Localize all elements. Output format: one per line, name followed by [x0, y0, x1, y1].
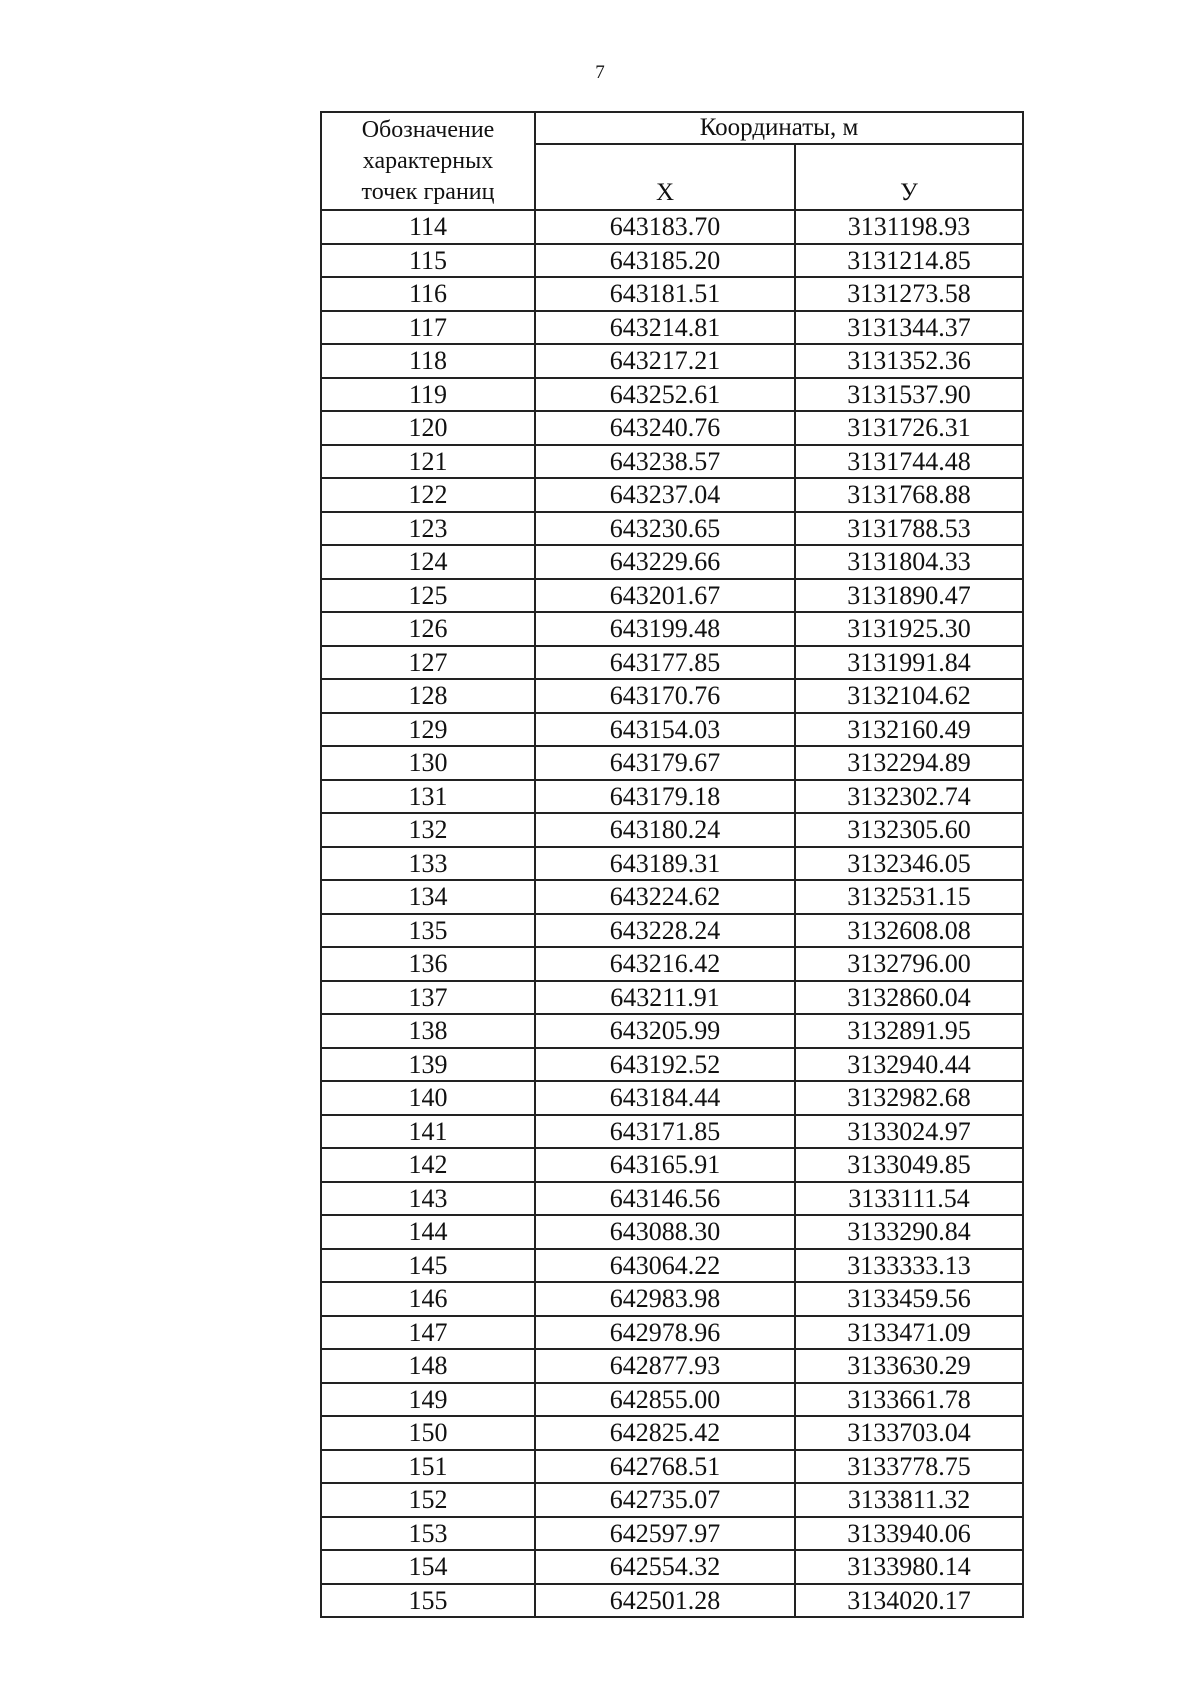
y-cell: 3133459.56	[795, 1282, 1023, 1316]
x-cell: 643180.24	[535, 813, 795, 847]
table-row	[321, 1081, 1023, 1115]
y-cell: 3132302.74	[795, 780, 1023, 814]
point-cell: 115	[321, 244, 535, 278]
point-cell: 123	[321, 512, 535, 546]
x-cell: 643154.03	[535, 713, 795, 747]
x-cell: 642735.07	[535, 1483, 795, 1517]
x-cell: 643179.67	[535, 746, 795, 780]
table-row	[321, 1383, 1023, 1417]
table-body	[321, 210, 1023, 1617]
point-cell: 139	[321, 1048, 535, 1082]
table-row	[321, 1048, 1023, 1082]
x-cell: 643229.66	[535, 545, 795, 579]
y-cell: 3133630.29	[795, 1349, 1023, 1383]
point-cell: 152	[321, 1483, 535, 1517]
y-cell: 3132531.15	[795, 880, 1023, 914]
x-cell: 643185.20	[535, 244, 795, 278]
table-row	[321, 244, 1023, 278]
point-cell: 114	[321, 210, 535, 244]
y-cell: 3133049.85	[795, 1148, 1023, 1182]
table-row	[321, 1215, 1023, 1249]
y-cell: 3133980.14	[795, 1550, 1023, 1584]
table-row	[321, 1584, 1023, 1618]
table-row	[321, 981, 1023, 1015]
x-cell: 643179.18	[535, 780, 795, 814]
table-row	[321, 914, 1023, 948]
point-cell: 127	[321, 646, 535, 680]
point-cell: 153	[321, 1517, 535, 1551]
header-row-top	[321, 112, 1023, 144]
y-cell: 3131788.53	[795, 512, 1023, 546]
table-row	[321, 646, 1023, 680]
point-cell: 134	[321, 880, 535, 914]
x-cell: 643184.44	[535, 1081, 795, 1115]
point-cell: 145	[321, 1249, 535, 1283]
y-cell: 3133024.97	[795, 1115, 1023, 1149]
x-cell: 642978.96	[535, 1316, 795, 1350]
x-cell: 643177.85	[535, 646, 795, 680]
y-cell: 3132891.95	[795, 1014, 1023, 1048]
y-cell: 3133661.78	[795, 1383, 1023, 1417]
table-row	[321, 579, 1023, 613]
table-row	[321, 612, 1023, 646]
x-cell: 643217.21	[535, 344, 795, 378]
point-cell: 154	[321, 1550, 535, 1584]
point-cell: 142	[321, 1148, 535, 1182]
y-cell: 3132104.62	[795, 679, 1023, 713]
y-cell: 3131214.85	[795, 244, 1023, 278]
x-cell: 642597.97	[535, 1517, 795, 1551]
y-cell: 3132346.05	[795, 847, 1023, 881]
point-cell: 132	[321, 813, 535, 847]
y-cell: 3133111.54	[795, 1182, 1023, 1216]
page-number: 7	[595, 62, 605, 83]
table-row	[321, 277, 1023, 311]
x-cell: 643183.70	[535, 210, 795, 244]
table-row	[321, 344, 1023, 378]
point-cell: 135	[321, 914, 535, 948]
y-cell: 3131890.47	[795, 579, 1023, 613]
x-cell: 643146.56	[535, 1182, 795, 1216]
table-row	[321, 1014, 1023, 1048]
table-row	[321, 1182, 1023, 1216]
x-cell: 643192.52	[535, 1048, 795, 1082]
point-cell: 121	[321, 445, 535, 479]
x-cell: 642825.42	[535, 1416, 795, 1450]
x-cell: 643171.85	[535, 1115, 795, 1149]
y-cell: 3132160.49	[795, 713, 1023, 747]
table-row	[321, 880, 1023, 914]
y-cell: 3131198.93	[795, 210, 1023, 244]
table-row	[321, 746, 1023, 780]
y-cell: 3133811.32	[795, 1483, 1023, 1517]
point-cell: 138	[321, 1014, 535, 1048]
y-cell: 3131352.36	[795, 344, 1023, 378]
point-cell: 144	[321, 1215, 535, 1249]
table-row	[321, 378, 1023, 412]
table-row	[321, 713, 1023, 747]
table-row	[321, 1115, 1023, 1149]
x-cell: 643181.51	[535, 277, 795, 311]
x-cell: 643238.57	[535, 445, 795, 479]
x-cell: 643240.76	[535, 411, 795, 445]
point-label-header-line-2: характерных	[362, 148, 494, 174]
table-row	[321, 1517, 1023, 1551]
x-cell: 642501.28	[535, 1584, 795, 1618]
point-label-header	[321, 112, 535, 210]
y-header: У	[795, 144, 1023, 210]
y-cell: 3132860.04	[795, 981, 1023, 1015]
point-cell: 146	[321, 1282, 535, 1316]
y-cell: 3132982.68	[795, 1081, 1023, 1115]
table-row	[321, 1349, 1023, 1383]
point-cell: 118	[321, 344, 535, 378]
x-cell: 642983.98	[535, 1282, 795, 1316]
y-cell: 3131726.31	[795, 411, 1023, 445]
table-row	[321, 847, 1023, 881]
table-row	[321, 210, 1023, 244]
point-label-header-line-1: Обозначение	[361, 117, 495, 143]
point-cell: 155	[321, 1584, 535, 1618]
x-cell: 643189.31	[535, 847, 795, 881]
y-cell: 3132305.60	[795, 813, 1023, 847]
x-cell: 642855.00	[535, 1383, 795, 1417]
y-cell: 3134020.17	[795, 1584, 1023, 1618]
point-cell: 149	[321, 1383, 535, 1417]
point-cell: 133	[321, 847, 535, 881]
y-cell: 3133471.09	[795, 1316, 1023, 1350]
x-cell: 643216.42	[535, 947, 795, 981]
x-cell: 643201.67	[535, 579, 795, 613]
point-cell: 140	[321, 1081, 535, 1115]
y-cell: 3132608.08	[795, 914, 1023, 948]
x-cell: 643211.91	[535, 981, 795, 1015]
y-cell: 3133778.75	[795, 1450, 1023, 1484]
table-row	[321, 478, 1023, 512]
x-header: Х	[535, 144, 795, 210]
point-cell: 151	[321, 1450, 535, 1484]
x-cell: 643170.76	[535, 679, 795, 713]
table-row	[321, 1416, 1023, 1450]
point-label-header-line-3: точек границ	[361, 179, 495, 205]
x-cell: 643230.65	[535, 512, 795, 546]
y-cell: 3133940.06	[795, 1517, 1023, 1551]
table-row	[321, 1483, 1023, 1517]
y-cell: 3133333.13	[795, 1249, 1023, 1283]
x-cell: 643252.61	[535, 378, 795, 412]
table-row	[321, 1282, 1023, 1316]
table-header	[321, 112, 1023, 210]
x-cell: 643214.81	[535, 311, 795, 345]
x-cell: 643237.04	[535, 478, 795, 512]
point-cell: 119	[321, 378, 535, 412]
point-cell: 131	[321, 780, 535, 814]
table-row	[321, 1249, 1023, 1283]
y-cell: 3131804.33	[795, 545, 1023, 579]
y-cell: 3132796.00	[795, 947, 1023, 981]
table-row	[321, 679, 1023, 713]
point-cell: 136	[321, 947, 535, 981]
y-cell: 3131991.84	[795, 646, 1023, 680]
y-cell: 3131273.58	[795, 277, 1023, 311]
y-cell: 3131744.48	[795, 445, 1023, 479]
x-cell: 643064.22	[535, 1249, 795, 1283]
point-cell: 143	[321, 1182, 535, 1216]
table-row	[321, 1450, 1023, 1484]
coordinates-table	[320, 111, 1024, 1618]
coordinates-header: Координаты, м	[535, 112, 1023, 144]
point-cell: 141	[321, 1115, 535, 1149]
x-cell: 643199.48	[535, 612, 795, 646]
y-cell: 3131925.30	[795, 612, 1023, 646]
x-cell: 643224.62	[535, 880, 795, 914]
table-row	[321, 512, 1023, 546]
x-cell: 643165.91	[535, 1148, 795, 1182]
point-cell: 126	[321, 612, 535, 646]
x-cell: 642877.93	[535, 1349, 795, 1383]
point-cell: 125	[321, 579, 535, 613]
point-cell: 128	[321, 679, 535, 713]
table-row	[321, 445, 1023, 479]
point-cell: 120	[321, 411, 535, 445]
table-row	[321, 1148, 1023, 1182]
point-cell: 150	[321, 1416, 535, 1450]
point-cell: 130	[321, 746, 535, 780]
y-cell: 3132940.44	[795, 1048, 1023, 1082]
table-row	[321, 780, 1023, 814]
table-row	[321, 311, 1023, 345]
table-row	[321, 1316, 1023, 1350]
x-cell: 643088.30	[535, 1215, 795, 1249]
point-cell: 148	[321, 1349, 535, 1383]
y-cell: 3132294.89	[795, 746, 1023, 780]
point-cell: 117	[321, 311, 535, 345]
point-cell: 129	[321, 713, 535, 747]
table-row	[321, 1550, 1023, 1584]
y-cell: 3131344.37	[795, 311, 1023, 345]
y-cell: 3131537.90	[795, 378, 1023, 412]
table-row	[321, 947, 1023, 981]
y-cell: 3131768.88	[795, 478, 1023, 512]
table-row	[321, 411, 1023, 445]
x-cell: 643228.24	[535, 914, 795, 948]
y-cell: 3133290.84	[795, 1215, 1023, 1249]
y-cell: 3133703.04	[795, 1416, 1023, 1450]
point-cell: 122	[321, 478, 535, 512]
table-row	[321, 813, 1023, 847]
x-cell: 642554.32	[535, 1550, 795, 1584]
table-row	[321, 545, 1023, 579]
point-cell: 137	[321, 981, 535, 1015]
x-cell: 642768.51	[535, 1450, 795, 1484]
point-cell: 116	[321, 277, 535, 311]
point-cell: 147	[321, 1316, 535, 1350]
point-cell: 124	[321, 545, 535, 579]
x-cell: 643205.99	[535, 1014, 795, 1048]
